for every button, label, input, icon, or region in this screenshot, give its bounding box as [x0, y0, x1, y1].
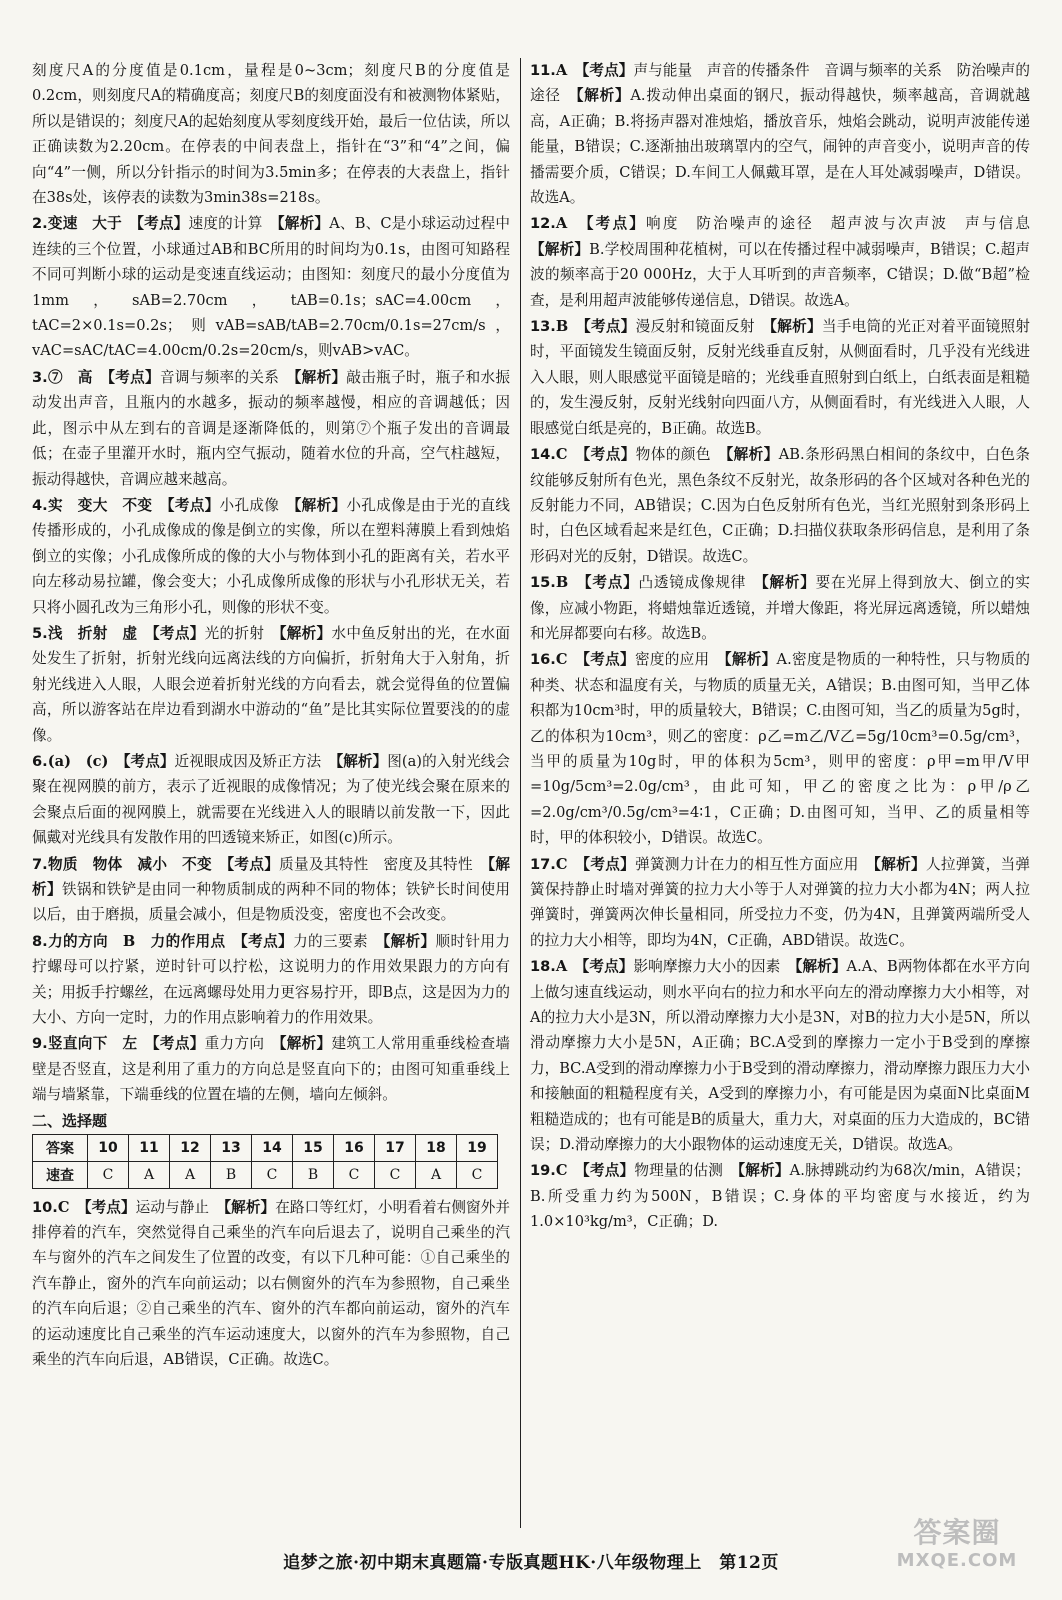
question-17: 17.C 【考点】弹簧测力计在力的相互性方面应用 【解析】人拉弹簧，当弹簧保持静止时墙对弹簧的拉力大小等于人对弹簧的拉力大小都为4N；两人拉弹簧时，弹簧两次伸长量相同，所受拉力不变，仍为4N，且弹簧两端所受人的拉力大小相等，即均为4N，C正确，ABD错误。故选C。 — [530, 855, 1030, 949]
key-number: 12 — [170, 1134, 211, 1161]
key-number: 19 — [457, 1134, 498, 1161]
answer-key-table — [32, 1134, 498, 1189]
key-number: 14 — [252, 1134, 293, 1161]
question-4: 4.实 变大 不变 【考点】小孔成像 【解析】小孔成像是由于光的直线传播形成的，小孔成像成的像是倒立的实像，所以在塑料薄膜上看到烛焰倒立的实像；小孔成像所成的像的大小与物体到小孔的距离有关，若水平向左移动易拉罐，像会变大；小孔成像所成像的形状与小孔形状无关，若只将小圆孔改为三角形小孔，则像的形状不变。 — [32, 496, 510, 616]
question-15: 15.B 【考点】凸透镜成像规律 【解析】要在光屏上得到放大、倒立的实像，应减小物距，将蜡烛靠近透镜，并增大像距，将光屏远离透镜，所以蜡烛和光屏都要向右移。故选B。 — [530, 574, 1030, 642]
answer-key-header: 速查 — [33, 1161, 88, 1188]
question-13: 13.B 【考点】漫反射和镜面反射 【解析】当手电筒的光正对着平面镜照射时，平面镜发生镜面反射，反射光线垂直反射，从侧面看时，几乎没有光线进入人眼，则人眼感觉平面镜是暗的；光线垂直照射到白纸上，白纸表面是粗糙的，发生漫反射，反射光线射向四面八方，从侧面看时，有光线进入人眼，人眼感觉白纸是亮的，B正确。故选B。 — [530, 318, 1030, 437]
right-column — [530, 58, 1030, 1236]
key-answer: C — [88, 1161, 129, 1188]
question-12: 12.A 【考点】响度 防治噪声的途径 超声波与次声波 声与信息 【解析】B.学校周围种花植树，可以在传播过程中减弱噪声，B错误；C.超声波的频率高于20 000Hz，大于人耳听到的声音频率，C错误；D.做“B超”检查，是利用超声波能够传递信息，D错误。故选A。 — [530, 215, 1030, 309]
watermark-url: MXQE.COM — [896, 1550, 1018, 1571]
q1-continuation: 刻度尺A的分度值是0.1cm，量程是0~3cm；刻度尺B的分度值是0.2cm，则刻度尺A的精确度高；刻度尺B的刻度面没有和被测物体紧贴，所以是错误的；刻度尺A的起始刻度从零刻度线开始，最后一位估读，所以正确读数为2.20cm。在停表的中间表盘上，指针在“3”和“4”之间，偏向“4”一侧，所以分针指示的时间为3.5min多；在停表的大表盘上，指针在38s处，该停表的读数为3min38s=218s。 — [32, 62, 510, 207]
question-3: 3.⑦ 高 【考点】音调与频率的关系 【解析】敲击瓶子时，瓶子和水振动发出声音，且瓶内的水越多，振动的频率越慢，相应的音调越低；因此，图示中从左到右的音调是逐渐降低的，则第⑦个瓶子发出的音调最低；在壶子里灌开水时，瓶内空气振动，随着水位的升高，空气柱越短，振动得越快，音调应越来越高。 — [32, 368, 510, 488]
key-answer: A — [129, 1161, 170, 1188]
question-5: 5.浅 折射 虚 【考点】光的折射 【解析】水中鱼反射出的光，在水面处发生了折射，折射光线向远离法线的方向偏折，折射角大于入射角，折射光线进入人眼，人眼会逆着折射光线的方向看去，就会觉得鱼的位置偏高，所以游客站在岸边看到湖水中游动的“鱼”是比其实际位置要浅的的虚像。 — [32, 624, 510, 744]
question-8: 8.力的方向 B 力的作用点 【考点】力的三要素 【解析】顺时针用力拧螺母可以拧紧，逆时针可以拧松，这说明力的作用效果跟力的方向有关；用扳手拧螺丝，在远离螺母处用力更容易拧开，即B点，这是因为力的大小、方向一定时，力的作用点影响着力的作用效果。 — [32, 932, 510, 1027]
left-column — [32, 58, 510, 1374]
question-11: 11.A 【考点】声与能量 声音的传播条件 音调与频率的关系 防治噪声的途径 【解析】A.拨动伸出桌面的钢尺，振动得越快，频率越高，音调就越高，A正确；B.将扬声器对准烛焰，播放音乐，烛焰会跳动，说明声波能传递能量，B错误；C.逐渐抽出玻璃罩内的空气，闹钟的声音变小，说明声音的传播需要介质，C错误；D.车间工人佩戴耳罩，是在人耳处减弱噪声，D错误。故选A。 — [530, 62, 1030, 207]
key-answer: A — [416, 1161, 457, 1188]
key-number: 17 — [375, 1134, 416, 1161]
key-number: 11 — [129, 1134, 170, 1161]
key-answer: C — [457, 1161, 498, 1188]
key-number: 15 — [293, 1134, 334, 1161]
answer-key-header: 答案 — [33, 1134, 88, 1161]
key-answer: B — [293, 1161, 334, 1188]
key-answer: B — [211, 1161, 252, 1188]
section-title-choice: 二、选择题 — [32, 1111, 108, 1130]
key-answer: A — [170, 1161, 211, 1188]
watermark-logo — [882, 1516, 1032, 1580]
key-answer: C — [375, 1161, 416, 1188]
watermark-brand: 答案圈 — [913, 1516, 1001, 1549]
question-2: 2.变速 大于 【考点】速度的计算 【解析】A、B、C是小球运动过程中连续的三个位置，小球通过AB和BC所用的时间均为0.1s，由图可知路程不同可判断小球的运动是变速直线运动；由图知：刻度尺的最小分度值为1mm，sAB=2.70cm，tAB=0.1s；sAC=4.00cm，tAC=2×0.1s=0.2s；则vAB=sAB/tAB=2.70cm/0.1s=27cm/s，vAC=sAC/tAC=4.00cm/0.2s=20cm/s，则vAB>vAC。 — [32, 215, 510, 360]
key-number: 10 — [88, 1134, 129, 1161]
key-answer: C — [334, 1161, 375, 1188]
key-number: 18 — [416, 1134, 457, 1161]
key-number: 13 — [211, 1134, 252, 1161]
question-19: 19.C 【考点】物理量的估测 【解析】A.脉搏跳动约为68次/min，A错误；B.所受重力约为500N，B错误；C.身体的平均密度与水接近，约为1.0×10³kg/m³，C正确；D. — [530, 1162, 1030, 1231]
question-10: 10.C 【考点】运动与静止 【解析】在路口等红灯，小明看着右侧窗外并排停着的汽车，突然觉得自己乘坐的汽车向后退去了，说明自己乘坐的汽车与窗外的汽车之间发生了位置的改变，有以下几种可能：①自己乘坐的汽车静止，窗外的汽车向前运动；以右侧窗外的汽车为参照物，自己乘坐的汽车向后退；②自己乘坐的汽车、窗外的汽车都向前运动，窗外的汽车的运动速度比自己乘坐的汽车运动速度大，以窗外的汽车为参照物，自己乘坐的汽车向后退，AB错误，C正确。故选C。 — [32, 1198, 510, 1369]
question-16: 16.C 【考点】密度的应用 【解析】A.密度是物质的一种特性，只与物质的种类、状态和温度有关，与物质的质量无关，A错误；B.由图可知，当甲乙体积都为10cm³时，甲的质量较大，B错误；C.由图可知，当乙的质量为5g时，乙的体积为10cm³，则乙的密度：ρ乙=m乙/V乙=5g/10cm³=0.5g/cm³，当甲的质量为10g时，甲的体积为5cm³，则甲的密度：ρ甲=m甲/V甲=10g/5cm³=2.0g/cm³，由此可知，甲乙的密度之比为：ρ甲/ρ乙=2.0g/cm³/0.5g/cm³=4∶1，C正确；D.由图可知，当甲、乙的质量相等时，甲的体积较小，D错误。故选C。 — [530, 651, 1030, 847]
page-footer: 追梦之旅·初中期末真题篇·专版真题HK·八年级物理上 第12页 — [283, 1553, 779, 1573]
question-6: 6.(a) (c) 【考点】近视眼成因及矫正方法 【解析】图(a)的入射光线会聚在视网膜的前方，表示了近视眼的成像情况；为了使光线会聚在原来的会聚点后面的视网膜上，就需要在光线进入人的眼睛以前发散一下，因此佩戴对光线具有发散作用的凹透镜来矫正，如图(c)所示。 — [32, 752, 510, 847]
question-18: 18.A 【考点】影响摩擦力大小的因素 【解析】A.A、B两物体都在水平方向上做匀速直线运动，则水平向右的拉力和水平向左的滑动摩擦力大小相等，对A的拉力大小是3N，所以滑动摩擦力大小是3N，对B的拉力大小是5N，所以滑动摩擦力大小是5N，A正确；BC.A受到的摩擦力一定小于B受到的摩擦力，BC.A受到的滑动摩擦力小于B受到的滑动摩擦力，滑动摩擦力跟压力大小和接触面的粗糙程度有关，A受到的摩擦力小，有可能是因为桌面N比桌面M粗糙造成的；也有可能是B的质量大，重力大，对桌面的压力大造成的，BC错误；D.滑动摩擦力的大小跟物体的运动速度无关，D错误。故选A。 — [530, 958, 1030, 1154]
key-number: 16 — [334, 1134, 375, 1161]
question-14: 14.C 【考点】物体的颜色 【解析】AB.条形码黑白相间的条纹中，白色条纹能够反射所有色光，黑色条纹不反射光，故条形码的各个区域对各种色光的反射能力不同，AB错误；C.因为白色反射所有色光，当红光照射到条形码上时，白色区域看起来是红色，C正确；D.扫描仪获取条形码信息，是利用了条形码对光的反射，D错误。故选C。 — [530, 446, 1031, 565]
question-9: 9.竖直向下 左 【考点】重力方向 【解析】建筑工人常用重垂线检查墙壁是否竖直，这是利用了重力的方向总是竖直向下的；由图可知重垂线上端与墙紧靠，下端垂线的位置在墙的左侧，墙向左倾斜。 — [32, 1035, 510, 1104]
question-7: 7.物质 物体 减小 不变 【考点】质量及其特性 密度及其特性 【解析】铁锅和铁铲是由同一种物质制成的两种不同的物体；铁铲长时间使用以后，由于磨损，质量会减小，但是物质没变，密度也不会改变。 — [32, 855, 510, 924]
key-answer: C — [252, 1161, 293, 1188]
column-divider — [520, 58, 521, 1528]
